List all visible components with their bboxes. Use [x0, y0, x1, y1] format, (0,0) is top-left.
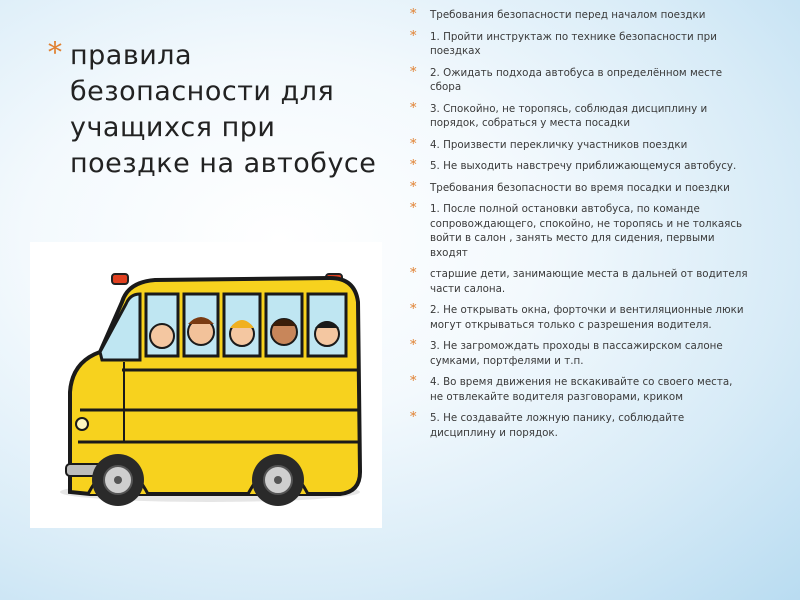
list-item: [408, 30, 748, 59]
list-bullet: *: [410, 201, 417, 216]
list-item: [408, 303, 748, 332]
list-item: [408, 8, 748, 23]
list-item-text: 4. Произвести перекличку участников поездки: [430, 138, 688, 151]
list-item: [408, 102, 748, 131]
list-item: [408, 138, 748, 153]
list-item-text: 1. После полной остановки автобуса, по команде сопровождающего, спокойно, не торопясь и не толкаясь войти в салон , занять место для сидения, первыми входят: [430, 203, 743, 259]
list-bullet: *: [410, 410, 417, 425]
list-bullet: *: [410, 374, 417, 389]
list-bullet: *: [410, 28, 417, 44]
list-item-text: Требования безопасности во время посадки и поездки: [430, 181, 730, 194]
list-item-text: Требования безопасности перед началом поездки: [430, 9, 706, 21]
list-bullet: *: [410, 338, 417, 353]
list-item-text: 3. Спокойно, не торопясь, соблюдая дисциплину и порядок, собраться у места посадки: [430, 102, 708, 129]
list-item: [408, 159, 748, 174]
list-item-text: 5. Не выходить навстречу приближающемуся автобусу.: [430, 160, 737, 172]
list-bullet: *: [410, 7, 417, 22]
list-item-text: 2. Не открывать окна, форточки и вентиляционные люки могут открываться только с разрешения водителя.: [430, 304, 744, 331]
list-bullet: *: [410, 158, 417, 173]
list-bullet: *: [410, 266, 417, 281]
list-item-text: 5. Не создавайте ложную панику, соблюдайте дисциплину и порядок.: [430, 412, 685, 439]
list-item: [408, 66, 748, 95]
list-item-text: 3. Не загромождать проходы в пассажирском салоне сумками, портфелями и т.п.: [430, 340, 723, 367]
list-item-text: 1. Пройти инструктаж по технике безопасности при поездках: [430, 30, 717, 57]
list-item: [408, 181, 748, 196]
list-bullet: *: [410, 179, 417, 195]
list-bullet: *: [410, 100, 417, 116]
list-item: [408, 375, 748, 404]
list-item: [408, 202, 748, 260]
list-bullet: *: [410, 302, 417, 317]
list-item: [408, 411, 748, 440]
list-item-text: 4. Во время движения не вскакивайте со своего места, не отвлекайте водителя разговорами, криком: [430, 376, 733, 403]
school-bus-illustration: [30, 242, 382, 528]
list-item-text: старшие дети, занимающие места в дальней от водителя части салона.: [430, 268, 748, 295]
title-block: [48, 38, 388, 182]
list-item-text: 2. Ожидать подхода автобуса в определённом месте сбора: [430, 66, 723, 93]
list-bullet: *: [410, 136, 417, 152]
list-item: [408, 267, 748, 296]
safety-rules-list: [408, 8, 748, 447]
list-item: [408, 339, 748, 368]
list-bullet: *: [410, 64, 417, 80]
title-bullet: *: [48, 36, 62, 69]
slide-title: правила безопасности для учащихся при поездке на автобусе: [70, 40, 377, 179]
